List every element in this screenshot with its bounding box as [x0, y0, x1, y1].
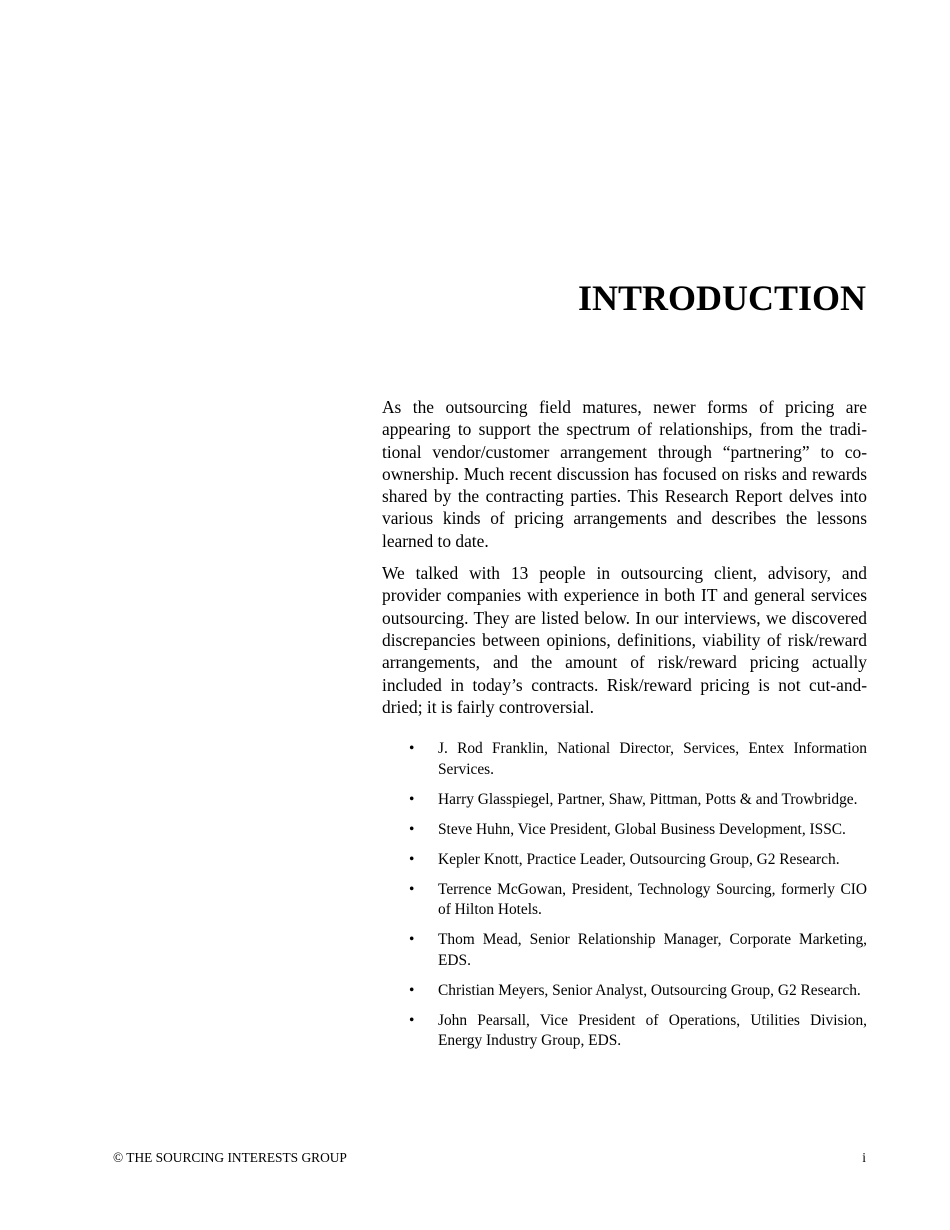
body-column — [382, 396, 867, 1061]
footer-copyright: © THE SOURCING INTERESTS GROUP — [113, 1150, 347, 1165]
interviewee-text: Christian Meyers, Senior Analyst, Outsourcing Group, G2 Research. — [438, 981, 861, 999]
list-item — [382, 850, 867, 871]
interviewee-text: Kepler Knott, Practice Leader, Outsourcing Group, G2 Research. — [438, 850, 840, 868]
bullet-icon: • — [409, 850, 415, 868]
bullet-icon: • — [409, 931, 415, 949]
interviewee-text: Harry Glasspiegel, Partner, Shaw, Pittman, Potts & and Trowbridge. — [438, 790, 858, 808]
bullet-icon: • — [409, 880, 415, 898]
bullet-icon: • — [409, 740, 415, 758]
interviewee-text: Thom Mead, Senior Relationship Manager, Corporate Marketing, EDS. — [438, 931, 867, 969]
page-title: INTRODUCTION — [577, 278, 866, 318]
list-item — [382, 739, 867, 780]
list-item — [382, 880, 867, 921]
bullet-icon: • — [409, 981, 415, 999]
list-item — [382, 820, 867, 841]
interviewee-text: John Pearsall, Vice President of Operations, Utilities Division, Energy Industry Group, EDS. — [438, 1011, 867, 1050]
bullet-icon: • — [409, 790, 415, 808]
interviewee-text: Terrence McGowan, President, Technology Sourcing, formerly CIO of Hilton Hotels. — [438, 880, 867, 919]
bullet-icon: • — [409, 820, 415, 838]
list-item — [382, 981, 867, 1002]
intro-paragraph-2: We talked with 13 people in outsourcing client, advisory, and provider companies with experience in both IT and general services outsourcing. They are listed below. In our interviews, we discovered discrepancies between opinions, definitions, viability of risk/reward arrangements, and the amount of risk/reward pricing actually included in today’s contracts. Risk/reward pricing is not cut-and-dried; it is fairly controversial. — [382, 563, 867, 717]
interviewee-text: Steve Huhn, Vice President, Global Business Development, ISSC. — [438, 820, 846, 838]
intro-paragraph-1: As the outsourcing field matures, newer forms of pricing are appearing to support the spectrum of relationships, from the traditional vendor/customer arrangement through “partnering” to coownership. Much recent discussion has focused on risks and rewards shared by the contracting parties. This Research Report delves into various kinds of pricing arrangements and describes the lessons learned to date. — [382, 397, 867, 551]
interviewee-text: J. Rod Franklin, National Director, Services, Entex Information Services. — [438, 740, 867, 778]
list-item — [382, 790, 867, 811]
bullet-icon: • — [409, 1011, 415, 1029]
interviewee-list — [382, 739, 867, 1052]
list-item — [382, 1011, 867, 1052]
footer-page-number: i — [862, 1150, 866, 1165]
list-item — [382, 930, 867, 971]
